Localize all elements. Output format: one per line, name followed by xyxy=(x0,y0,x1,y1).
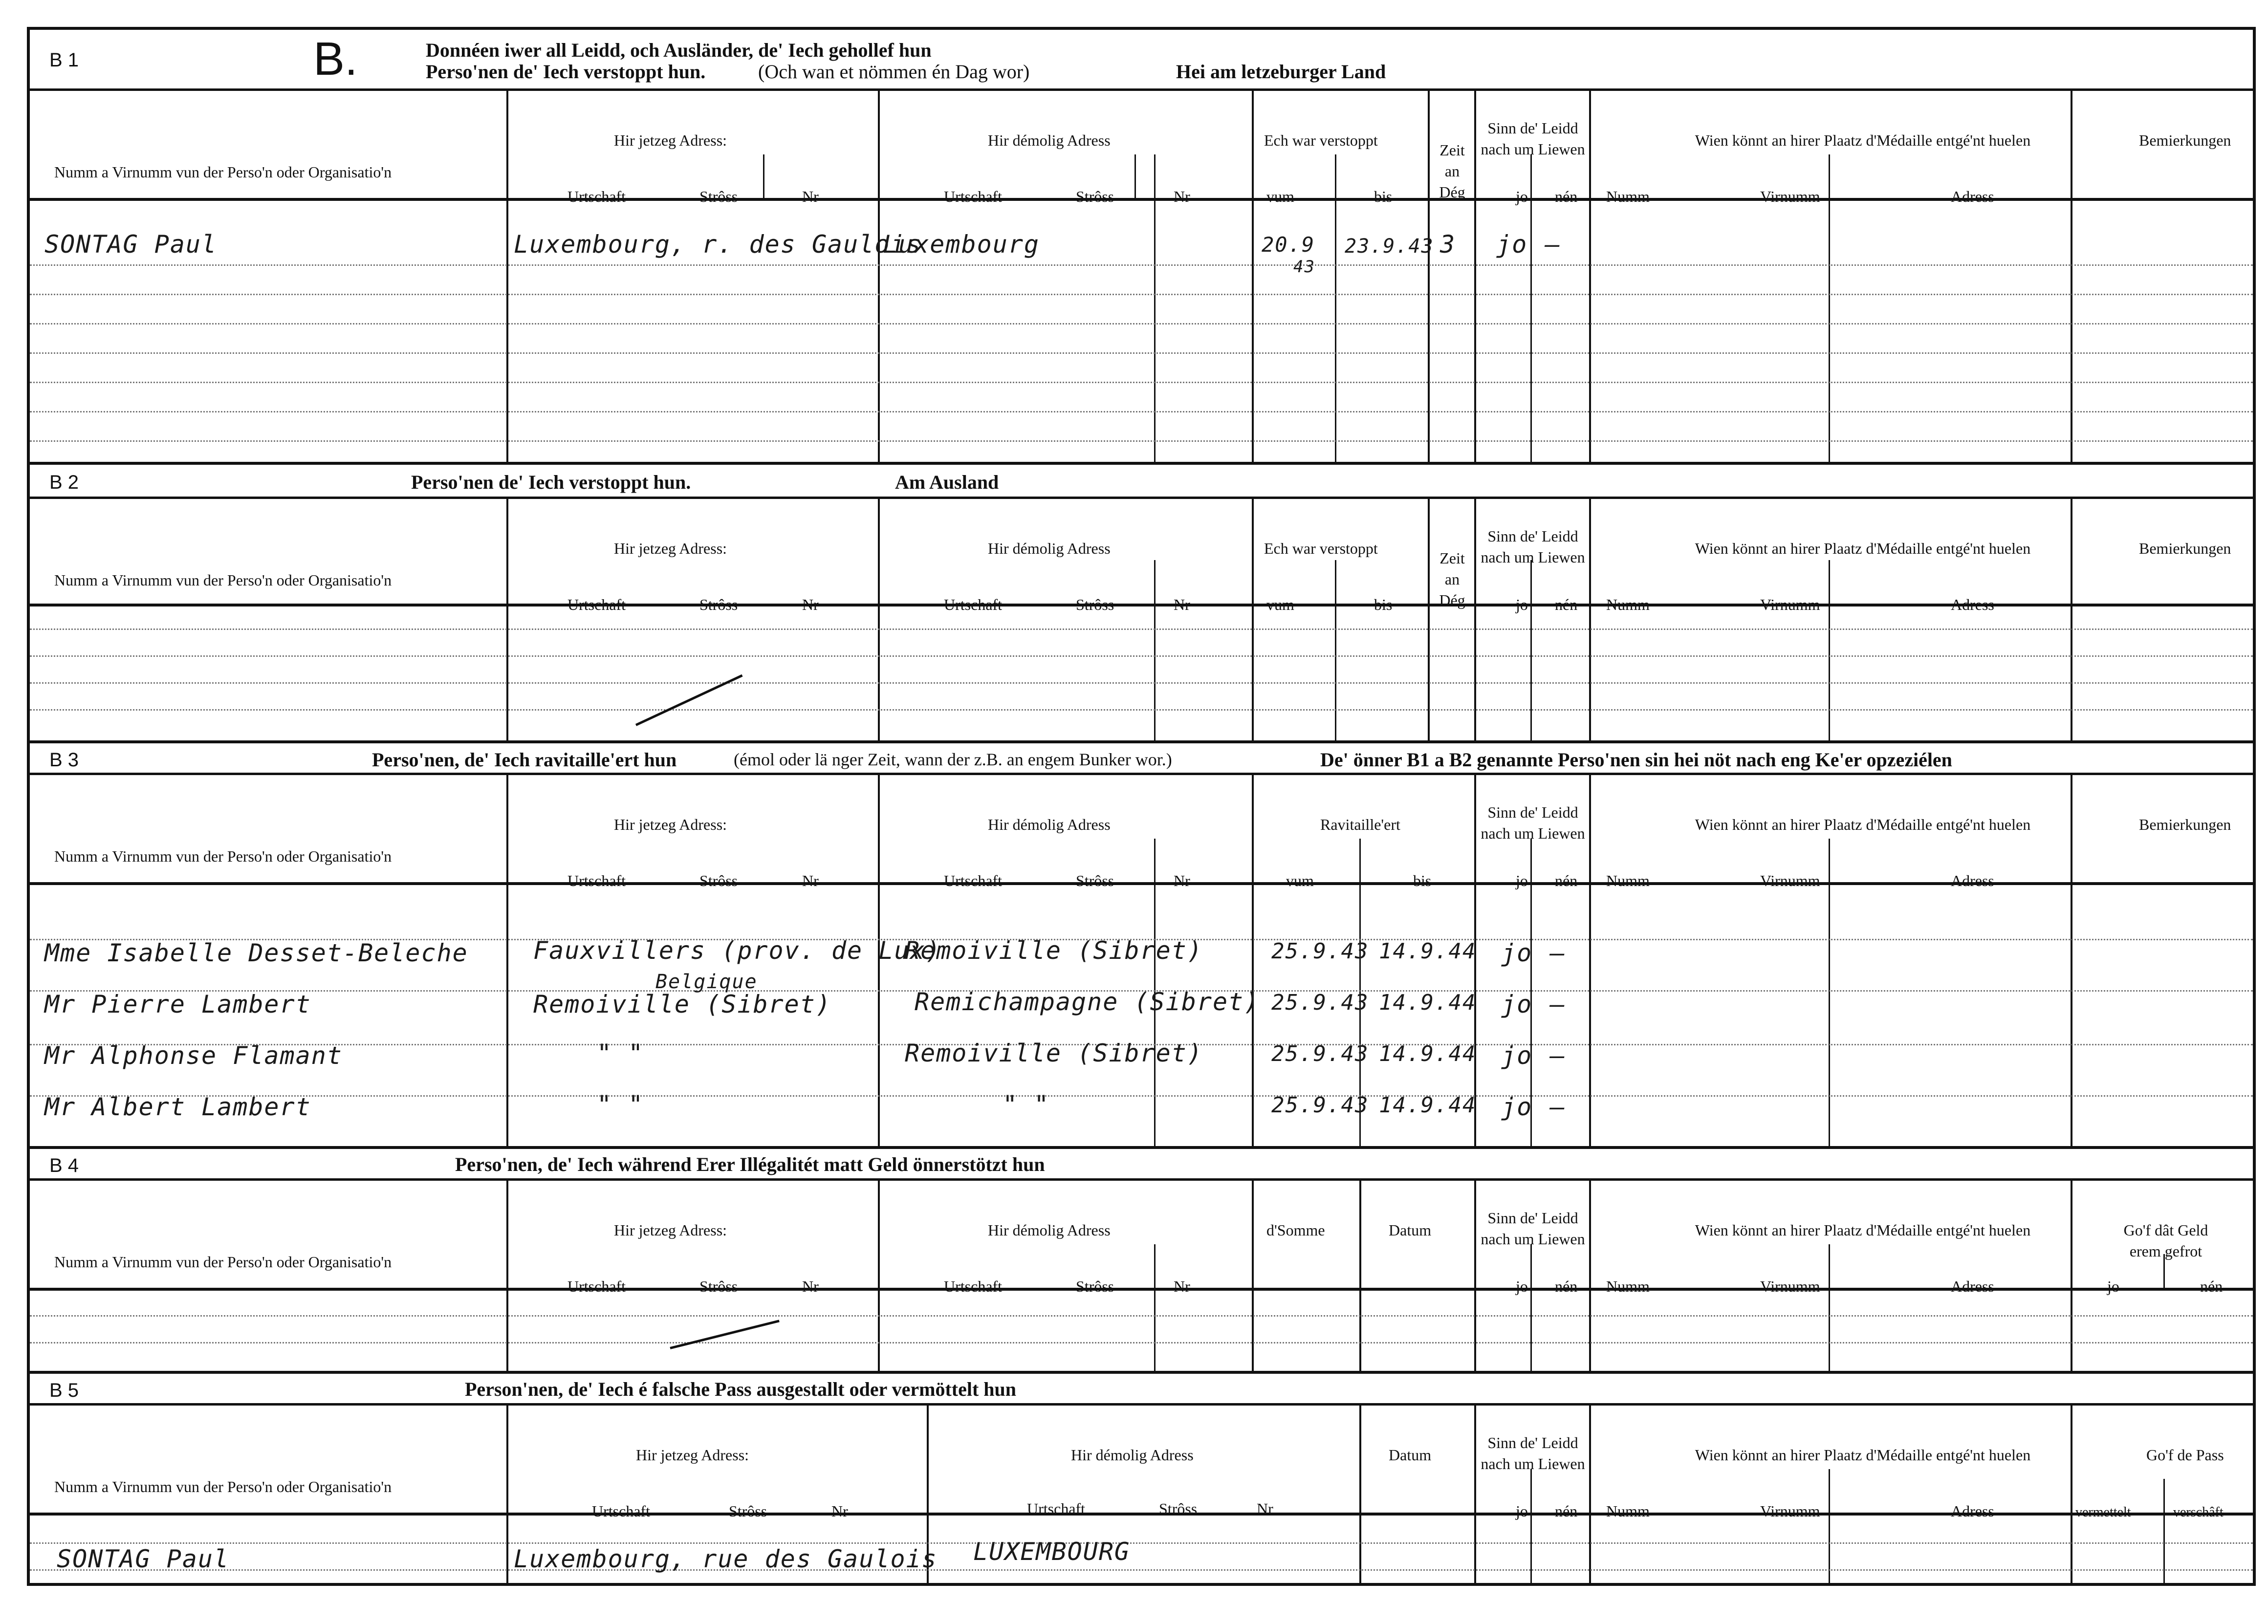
b4-medal-header: Wien könnt an hirer Plaatz d'Médaille entgé'nt huelen xyxy=(1695,1221,2031,1239)
b5-date-header: Datum xyxy=(1389,1446,1432,1464)
b1-name-header: Numm a Virnumm vun der Perso'n oder Organisatio'n xyxy=(54,163,392,181)
b2-data-lines xyxy=(30,606,2253,743)
b1-remarks-header: Bemierkungen xyxy=(2139,131,2231,149)
b3-row1-no: – xyxy=(1550,939,1566,967)
b1-medal-header: Wien könnt an hirer Plaatz d'Médaille entgé'nt huelen xyxy=(1695,131,2031,149)
b3-nr: Nr xyxy=(802,872,819,889)
b2-alive-header: Sinn de' Leidd nach um Liewen xyxy=(1481,527,1585,566)
b3-row4-alive: jo xyxy=(1501,1093,1533,1121)
b1-row1-alive: jo xyxy=(1496,230,1528,259)
b4-medal-first: Virnumm xyxy=(1760,1278,1820,1295)
b1-row1-name: SONTAG Paul xyxy=(44,230,218,259)
b4-alive-header: Sinn de' Leidd nach um Liewen xyxy=(1481,1209,1585,1248)
b1-medal-addr: Adress xyxy=(1951,188,1994,205)
b2-medal-name: Numm xyxy=(1606,596,1650,613)
b1-nr: Nr xyxy=(802,188,819,205)
b5-row1-current: Luxembourg, rue des Gaulois xyxy=(514,1545,938,1573)
b1-row1-to: 23.9.43 xyxy=(1345,235,1434,258)
b3-row4-current: " " xyxy=(597,1090,644,1119)
b4-former-nr: Nr xyxy=(1174,1278,1190,1295)
b2-title2: Am Ausland xyxy=(895,471,999,493)
section-b1 xyxy=(30,30,2253,465)
b4-former-town: Urtschaft xyxy=(944,1278,1003,1295)
b3-row2-current: Remoiville (Sibret) xyxy=(533,990,831,1018)
section-b5 xyxy=(30,1374,2253,1583)
b2-town: Urtschaft xyxy=(567,596,626,613)
b5-nr: Nr xyxy=(831,1502,848,1520)
b1-days-header: Zeit an Dég xyxy=(1439,141,1465,201)
b4-date-header: Datum xyxy=(1389,1221,1432,1239)
b1-to: bis xyxy=(1374,188,1393,205)
b3-row1-current: Fauxvillers (prov. de Lux) xyxy=(533,936,941,965)
b2-to: bis xyxy=(1374,596,1393,613)
b1-current-header: Hir jetzeg Adress: xyxy=(614,131,727,149)
b3-row3-name: Mr Alphonse Flamant xyxy=(44,1041,343,1070)
b3-row2-former: Remichampagne (Sibret) xyxy=(915,988,1260,1016)
b2-title-row xyxy=(30,465,2253,499)
b3-no: nén xyxy=(1555,872,1578,889)
b2-former-street: Strôss xyxy=(1076,596,1114,613)
b1-title-line1: Donnéen iwer all Leidd, och Ausländer, de' Iech gehollef hun xyxy=(426,39,932,61)
b1-title-line2c: Hei am letzeburger Land xyxy=(1176,61,1386,83)
b3-row1-to: 14.9.44 xyxy=(1379,939,1477,964)
b3-row2-no: – xyxy=(1550,990,1566,1018)
b1-former-street: Strôss xyxy=(1076,188,1114,205)
b4-money-no: nén xyxy=(2200,1278,2223,1295)
b3-row1-alive: jo xyxy=(1501,939,1533,967)
b4-town: Urtschaft xyxy=(567,1278,626,1295)
b4-nr: Nr xyxy=(802,1278,819,1295)
b1-from: vum xyxy=(1266,188,1294,205)
b3-row4-from: 25.9.43 xyxy=(1271,1093,1369,1118)
b2-title: Perso'nen de' Iech verstoppt hun. xyxy=(411,471,691,493)
b5-passport-mediated: vermettelt xyxy=(2075,1505,2131,1520)
b5-medal-header: Wien könnt an hirer Plaatz d'Médaille entgé'nt huelen xyxy=(1695,1446,2031,1464)
b3-supplied-header: Ravitaille'ert xyxy=(1320,816,1400,833)
b2-hid-header: Ech war verstoppt xyxy=(1264,540,1378,557)
b4-money-back-header: Go'f dât Geld erem gefrot xyxy=(2123,1221,2208,1260)
b3-street: Strôss xyxy=(699,872,738,889)
b3-title: Perso'nen, de' Iech ravitaille'ert hun xyxy=(372,749,677,771)
b3-row3-to: 14.9.44 xyxy=(1379,1041,1477,1066)
form-letter: B. xyxy=(313,33,358,85)
b5-data-lines xyxy=(30,1516,2253,1583)
b5-row1-former: LUXEMBOURG xyxy=(973,1537,1131,1566)
b3-row1-former: Remoiville (Sibret) xyxy=(905,936,1203,965)
section-b3 xyxy=(30,743,2253,1149)
b3-town: Urtschaft xyxy=(567,872,626,889)
b1-former-header: Hir démolig Adress xyxy=(988,131,1111,149)
b3-to: bis xyxy=(1413,872,1432,889)
b1-no: nén xyxy=(1555,188,1578,205)
b3-row1-from: 25.9.43 xyxy=(1271,939,1369,964)
b4-name-header: Numm a Virnumm vun der Perso'n oder Organisatio'n xyxy=(54,1253,392,1271)
b4-no: nén xyxy=(1555,1278,1578,1295)
b3-former-town: Urtschaft xyxy=(944,872,1003,889)
b2-medal-first: Virnumm xyxy=(1760,596,1820,613)
b1-row1-former: Luxembourg xyxy=(883,230,1040,259)
b3-remarks-header: Bemierkungen xyxy=(2139,816,2231,833)
b3-row4-to: 14.9.44 xyxy=(1379,1093,1477,1118)
b3-name-header: Numm a Virnumm vun der Perso'n oder Organisatio'n xyxy=(54,847,392,865)
b5-former-street: Strôss xyxy=(1159,1500,1198,1517)
b5-current-header: Hir jetzeg Adress: xyxy=(636,1446,749,1464)
b1-former-town: Urtschaft xyxy=(944,188,1003,205)
b3-data-lines xyxy=(30,885,2253,1149)
b2-code: B 2 xyxy=(49,472,79,493)
b5-row1-name: SONTAG Paul xyxy=(57,1545,230,1573)
b5-medal-addr: Adress xyxy=(1951,1502,1994,1520)
b3-title-row xyxy=(30,743,2253,775)
b5-name-header: Numm a Virnumm vun der Perso'n oder Organisatio'n xyxy=(54,1478,392,1495)
b1-title-row xyxy=(30,30,2253,91)
b3-from: vum xyxy=(1286,872,1314,889)
b3-row3-former: Remoiville (Sibret) xyxy=(905,1039,1203,1067)
b3-row1-name: Mme Isabelle Desset-Beleche xyxy=(44,939,468,967)
b2-former-town: Urtschaft xyxy=(944,596,1003,613)
b2-no: nén xyxy=(1555,596,1578,613)
b3-row3-current: " " xyxy=(597,1039,644,1067)
b1-data-lines xyxy=(30,201,2253,465)
b3-alive-header: Sinn de' Leidd nach um Liewen xyxy=(1481,803,1585,843)
b3-former-header: Hir démolig Adress xyxy=(988,816,1111,833)
b3-title-note: (émol oder lä nger Zeit, wann der z.B. an engem Bunker wor.) xyxy=(734,750,1172,769)
b5-former-nr: Nr xyxy=(1257,1500,1273,1517)
b2-current-header: Hir jetzeg Adress: xyxy=(614,540,727,557)
b3-row4-name: Mr Albert Lambert xyxy=(44,1093,311,1121)
b2-former-nr: Nr xyxy=(1174,596,1190,613)
b2-remarks-header: Bemierkungen xyxy=(2139,540,2231,557)
b3-yes: jo xyxy=(1516,872,1528,889)
b3-medal-addr: Adress xyxy=(1951,872,1994,889)
b3-row3-no: – xyxy=(1550,1041,1566,1070)
b2-from: vum xyxy=(1266,596,1294,613)
b1-alive-header: Sinn de' Leidd nach um Liewen xyxy=(1481,119,1585,158)
b5-street: Strôss xyxy=(729,1502,767,1520)
b3-row2-to: 14.9.44 xyxy=(1379,990,1477,1015)
b2-yes: jo xyxy=(1516,596,1528,613)
b4-data-lines xyxy=(30,1291,2253,1374)
b3-row2-from: 25.9.43 xyxy=(1271,990,1369,1015)
b1-row1-from-year: 43 xyxy=(1293,257,1315,277)
b3-row3-from: 25.9.43 xyxy=(1271,1041,1369,1066)
b2-medal-header: Wien könnt an hirer Plaatz d'Médaille entgé'nt huelen xyxy=(1695,540,2031,557)
b1-yes: jo xyxy=(1516,188,1528,205)
b4-former-header: Hir démolig Adress xyxy=(988,1221,1111,1239)
section-b4 xyxy=(30,1149,2253,1374)
form-frame xyxy=(27,27,2256,1586)
b4-former-street: Strôss xyxy=(1076,1278,1114,1295)
b2-days-header: Zeit an Dég xyxy=(1439,549,1465,609)
b4-medal-name: Numm xyxy=(1606,1278,1650,1295)
b2-former-header: Hir démolig Adress xyxy=(988,540,1111,557)
b5-town: Urtschaft xyxy=(592,1502,651,1520)
b2-medal-addr: Adress xyxy=(1951,596,1994,613)
b3-former-nr: Nr xyxy=(1174,872,1190,889)
b4-current-header: Hir jetzeg Adress: xyxy=(614,1221,727,1239)
b1-row1-current: Luxembourg, r. des Gaulois xyxy=(514,230,922,259)
b3-medal-name: Numm xyxy=(1606,872,1650,889)
b2-name-header: Numm a Virnumm vun der Perso'n oder Organisatio'n xyxy=(54,571,392,589)
b3-medal-header: Wien könnt an hirer Plaatz d'Médaille entgé'nt huelen xyxy=(1695,816,2031,833)
b1-row1-days: 3 xyxy=(1440,230,1456,259)
b5-medal-name: Numm xyxy=(1606,1502,1650,1520)
b5-passport-header: Go'f de Pass xyxy=(2146,1446,2224,1464)
b1-town: Urtschaft xyxy=(567,188,626,205)
b5-passport-forged: verschâft xyxy=(2173,1505,2224,1520)
b3-current-header: Hir jetzeg Adress: xyxy=(614,816,727,833)
b5-former-town: Urtschaft xyxy=(1027,1500,1086,1517)
b3-row2-alive: jo xyxy=(1501,990,1533,1018)
b1-code: B 1 xyxy=(49,49,79,71)
b1-row1-no: – xyxy=(1545,230,1561,259)
b4-medal-addr: Adress xyxy=(1951,1278,1994,1295)
b1-former-nr: Nr xyxy=(1174,188,1190,205)
b5-former-header: Hir démolig Adress xyxy=(1071,1446,1194,1464)
b5-alive-header: Sinn de' Leidd nach um Liewen xyxy=(1481,1434,1585,1473)
b1-medal-first: Virnumm xyxy=(1760,188,1820,205)
b3-former-street: Strôss xyxy=(1076,872,1114,889)
b4-title-row xyxy=(30,1149,2253,1181)
b4-street: Strôss xyxy=(699,1278,738,1295)
b1-title-line2b: (Och wan et nömmen én Dag wor) xyxy=(758,61,1030,83)
b4-yes: jo xyxy=(1516,1278,1528,1295)
b3-row3-alive: jo xyxy=(1501,1041,1533,1070)
b5-medal-first: Virnumm xyxy=(1760,1502,1820,1520)
b2-street: Strôss xyxy=(699,596,738,613)
b3-medal-first: Virnumm xyxy=(1760,872,1820,889)
b1-street: Strôss xyxy=(699,188,738,205)
b5-no: nén xyxy=(1555,1502,1578,1520)
b3-row2-current-note: Belgique xyxy=(655,971,758,993)
b4-code: B 4 xyxy=(49,1155,79,1176)
b1-row1-from: 20.9 xyxy=(1262,233,1315,257)
b4-money-yes: jo xyxy=(2107,1278,2119,1295)
b4-sum-header: d'Somme xyxy=(1266,1221,1325,1239)
b3-title-end: De' önner B1 a B2 genannte Perso'nen sin hei nöt nach eng Ke'er opzeziélen xyxy=(1320,749,1952,771)
b1-hid-header: Ech war verstoppt xyxy=(1264,131,1378,149)
b5-title-row xyxy=(30,1374,2253,1406)
b1-medal-name: Numm xyxy=(1606,188,1650,205)
b1-title-line2a: Perso'nen de' Iech verstoppt hun. xyxy=(426,61,706,83)
b5-code: B 5 xyxy=(49,1380,79,1401)
section-b2 xyxy=(30,465,2253,743)
b2-nr: Nr xyxy=(802,596,819,613)
b3-code: B 3 xyxy=(49,749,79,771)
b3-row4-former: " " xyxy=(1003,1090,1050,1119)
b3-row4-no: – xyxy=(1550,1093,1566,1121)
b5-yes: jo xyxy=(1516,1502,1528,1520)
b4-title: Perso'nen, de' Iech während Erer Illégalitét matt Geld önnerstötzt hun xyxy=(455,1153,1045,1175)
b3-row2-name: Mr Pierre Lambert xyxy=(44,990,311,1018)
b5-title: Person'nen, de' Iech é falsche Pass ausgestallt oder vermöttelt hun xyxy=(465,1378,1017,1400)
